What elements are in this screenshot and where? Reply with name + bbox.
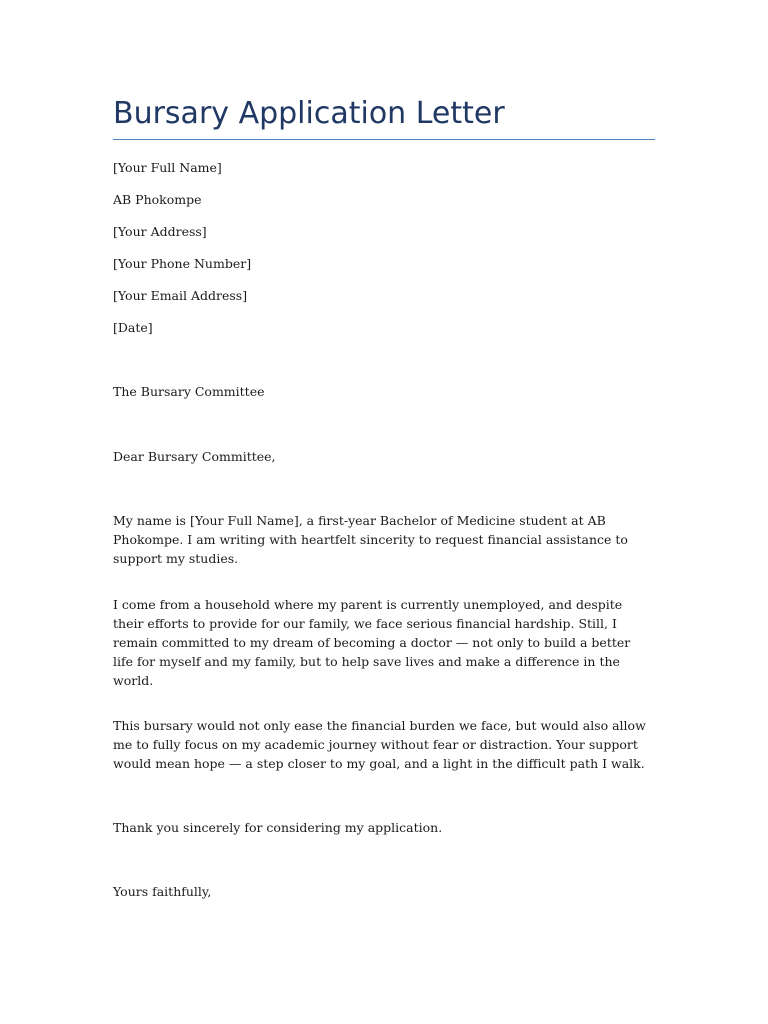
- salutation: Dear Bursary Committee,: [113, 449, 276, 464]
- title-divider: [113, 139, 655, 140]
- letter-date: [Date]: [113, 320, 153, 335]
- page-title: Bursary Application Letter: [113, 96, 505, 131]
- sender-email: [Your Email Address]: [113, 288, 248, 303]
- closing: Yours faithfully,: [113, 884, 212, 899]
- body-paragraph-thanks: Thank you sincerely for considering my application.: [113, 820, 443, 835]
- body-paragraph-impact: This bursary would not only ease the financial burden we face, but would also allow me to fully focus on my academic journey without fear or distraction. Your support would mean hope — a step closer to my goal, and a light in the difficult path I walk.: [113, 718, 646, 771]
- sender-full-name: [Your Full Name]: [113, 160, 222, 175]
- body-paragraph-background: I come from a household where my parent is currently unemployed, and despite their efforts to provide for our family, we face serious financial hardship. Still, I remain committed to my dream of becoming a doctor — not only to build a better life for myself and my family, but to help save lives and make a difference in the world.: [113, 597, 631, 688]
- sender-institution: AB Phokompe: [113, 192, 202, 207]
- body-paragraph-intro: My name is [Your Full Name], a first-year Bachelor of Medicine student at AB Phokompe. I am writing with heartfelt sincerity to request financial assistance to support my studies.: [113, 513, 628, 566]
- sender-address: [Your Address]: [113, 224, 207, 239]
- sender-phone: [Your Phone Number]: [113, 256, 252, 271]
- recipient: The Bursary Committee: [113, 384, 265, 399]
